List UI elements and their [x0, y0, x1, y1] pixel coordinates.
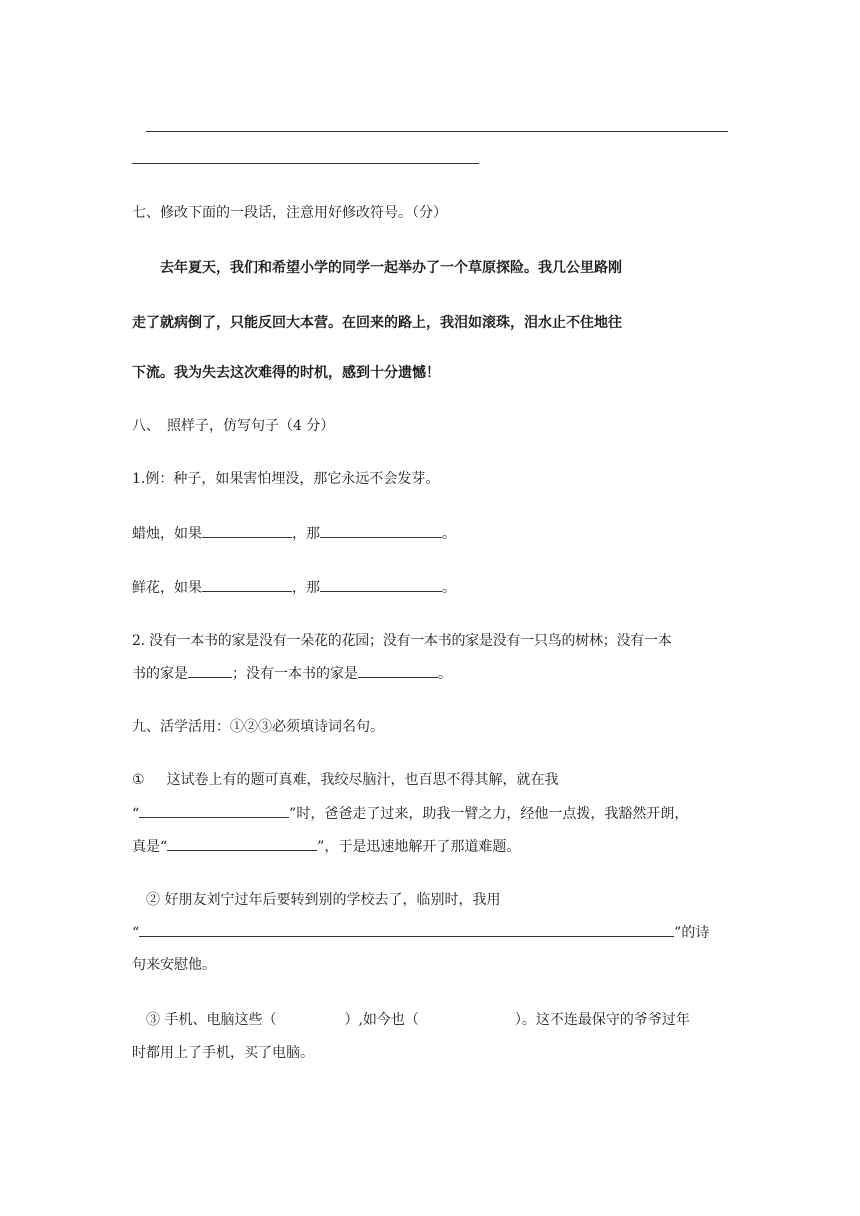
item-1-mid: ，那 [292, 526, 320, 542]
section-7-paragraph-line-3: 下流。我为失去这次难得的时机，感到十分遗憾！ [132, 365, 440, 381]
answer-line-1 [146, 131, 728, 132]
section-8-q1-item-1 [132, 523, 456, 544]
item-2-start: 鲜花，如果 [132, 580, 202, 596]
section-9-q1-line-1 [132, 770, 559, 790]
section-9-q1-line-3 [132, 836, 520, 857]
q1-marker: ① [132, 772, 145, 788]
section-9-title: 九、活学活用：①②③必须填诗词名句。 [132, 719, 384, 735]
q2-line-2-start: 书的家是 [132, 666, 188, 682]
blank-field[interactable] [139, 922, 674, 937]
section-9-q3-line-1 [146, 1010, 690, 1030]
section-9-q3-line-2: 时都用上了手机，买了电脑。 [132, 1045, 314, 1061]
section-9-q2-line-2 [132, 922, 709, 943]
q3-line-1-a: ③ 手机、电脑这些（ [146, 1012, 277, 1028]
section-7-title: 七、修改下面的一段话，注意用好修改符号。（分） [132, 205, 447, 221]
blank-field[interactable] [167, 836, 317, 851]
section-9-q2-line-3: 句来安慰他。 [132, 957, 216, 973]
q2-line-2-mid: ；没有一本书的家是 [232, 666, 358, 682]
blank-field[interactable] [358, 663, 438, 678]
blank-field[interactable] [320, 577, 442, 592]
blank-field[interactable] [320, 523, 442, 538]
section-8-q1-example: 1.例：种子，如果害怕埋没，那它永远不会发芽。 [132, 471, 440, 487]
blank-field[interactable] [139, 803, 289, 818]
section-7-paragraph-line-1: 去年夏天，我们和希望小学的同学一起举办了一个草原探险。我几公里路刚 [160, 260, 622, 276]
q2-line-2-end: 。 [438, 666, 452, 682]
q1-line-1-text: 这试卷上有的题可真难，我绞尽脑汁，也百思不得其解，就在我 [166, 772, 559, 788]
answer-line-2 [132, 163, 479, 164]
section-7-paragraph-line-2: 走了就病倒了，只能反回大本营。在回来的路上，我泪如滚珠，泪水止不住地往 [132, 315, 622, 331]
item-2-mid: ，那 [292, 580, 320, 596]
q1-line-3-start: 真是“ [132, 839, 168, 855]
q3-line-1-b: ）,如今也（ [344, 1012, 419, 1028]
section-8-title: 八、 照样子，仿写句子（4 分） [132, 418, 335, 434]
blank-field[interactable] [202, 523, 292, 538]
section-8-q1-item-2 [132, 577, 456, 598]
q3-line-1-c: ）。这不连最保守的爷爷过年 [514, 1012, 690, 1028]
section-8-q2-line-2 [132, 663, 452, 684]
item-1-end: 。 [442, 526, 456, 542]
section-9-q1-line-2 [132, 803, 688, 824]
section-9-q2-line-1: ② 好朋友刘宁过年后要转到别的学校去了，临别时，我用 [146, 892, 501, 908]
blank-field[interactable] [202, 577, 292, 592]
q1-line-3-end: ”，于是迅速地解开了那道难题。 [317, 839, 521, 855]
blank-field[interactable] [188, 663, 232, 678]
q2-line-2-close: ”的诗 [674, 925, 710, 941]
q2-open-quote: “ [132, 925, 140, 941]
q1-open-quote: “ [132, 806, 140, 822]
item-1-start: 蜡烛，如果 [132, 526, 202, 542]
section-8-q2-line-1: 2. 没有一本书的家是没有一朵花的花园；没有一本书的家是没有一只鸟的树林；没有一本 [132, 633, 672, 649]
q1-line-2-text: ”时，爸爸走了过来，助我一臂之力，经他一点拨，我豁然开朗， [289, 806, 689, 822]
item-2-end: 。 [442, 580, 456, 596]
